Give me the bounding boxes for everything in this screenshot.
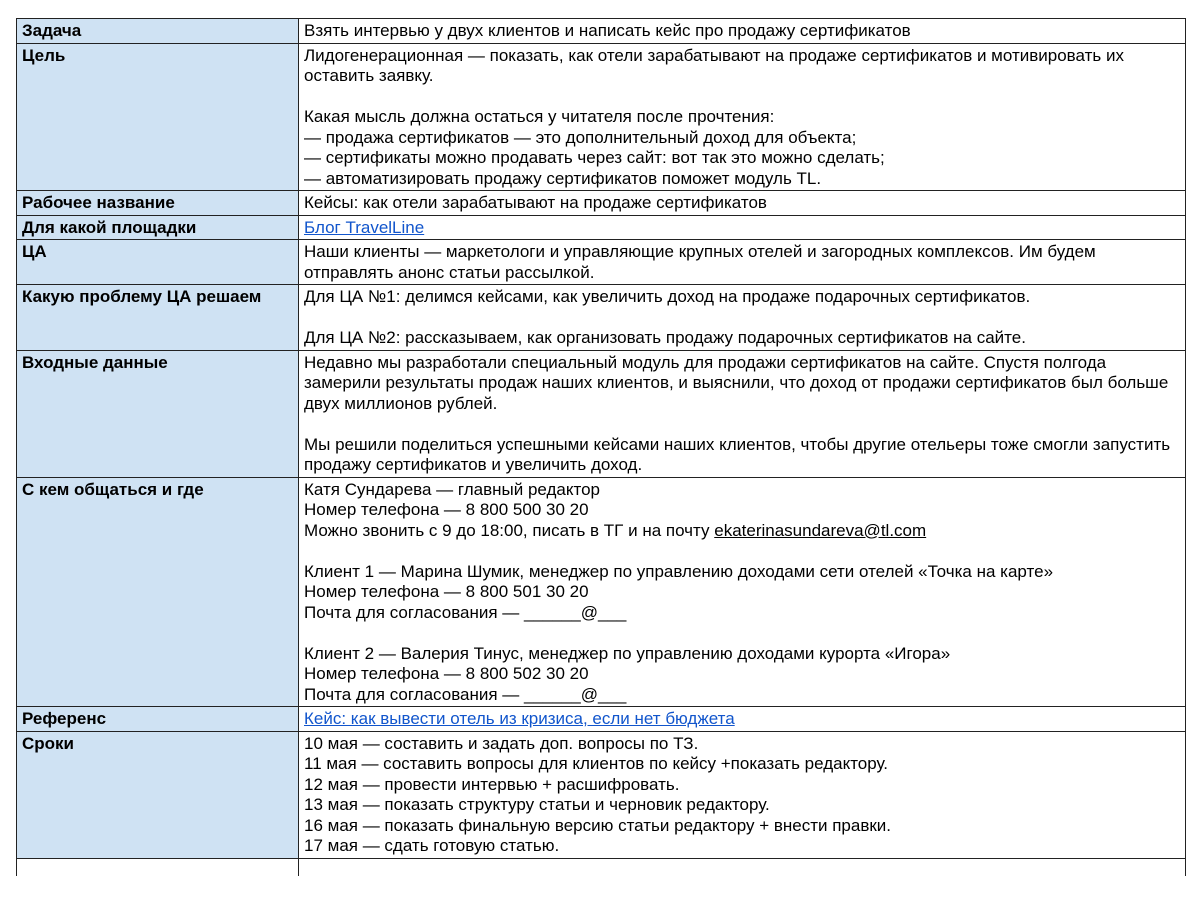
problem-cell[interactable] [299,285,1186,351]
editor-email-link[interactable]: ekaterinasundareva@tl.com [714,520,927,540]
audience-text[interactable]: Наши клиенты — маркетологи и управляющие крупных отелей и загородных комплексов. Им будем отправлять анонс статьи рассылкой. [299,240,1186,285]
client1-name: Клиент 1 — Марина Шумик, менеджер по управлению доходами сети отелей «Точка на карте» [304,561,1054,581]
row-label: С кем общаться и где [17,477,299,707]
row-problem [17,285,1186,351]
empty-cell[interactable] [17,858,299,876]
task-text[interactable]: Взять интервью у двух клиентов и написать кейс про продажу сертификатов [299,19,1186,44]
deadlines-cell[interactable] [299,731,1186,858]
spacer [304,623,1180,644]
row-label: Входные данные [17,350,299,477]
client1-email: Почта для согласования — ______@___ [304,602,627,622]
problem-audience-1: Для ЦА №1: делимся кейсами, как увеличить доход на продаже подарочных сертификатов. [304,287,1031,306]
spacer [304,308,1180,329]
problem-audience-2: Для ЦА №2: рассказываем, как организовать продажу подарочных сертификатов на сайте. [304,328,1026,347]
spacer [304,541,1180,562]
editor-phone: Номер телефона — 8 800 500 30 20 [304,500,589,519]
goal-intro: Какая мысль должна остаться у читателя после прочтения: [304,107,775,126]
editor-hours-line [304,521,1180,542]
row-label: Сроки [17,731,299,858]
brief-table [16,18,1186,876]
row-audience [17,240,1186,285]
goal-bullet: — автоматизировать продажу сертификатов поможет модуль TL. [304,168,822,188]
row-deadlines [17,731,1186,858]
input-paragraph: Мы решили поделиться успешными кейсами наших клиентов, чтобы другие отельеры тоже смогли запустить продажу сертификатов и увеличить доход. [304,434,1175,474]
goal-cell[interactable] [299,43,1186,191]
client1-phone: Номер телефона — 8 800 501 30 20 [304,582,589,601]
deadline-item: 10 мая — составить и задать доп. вопросы по ТЗ. [304,733,699,753]
editor-hours: Можно звонить с 9 до 18:00, писать в ТГ и на почту [304,520,715,540]
platform-link[interactable]: Блог TravelLine [304,217,425,237]
editor-name: Катя Сундарева — главный редактор [304,479,600,499]
row-goal [17,43,1186,191]
row-reference [17,707,1186,732]
client2-name: Клиент 2 — Валерия Тинус, менеджер по управлению доходами курорта «Игора» [304,643,951,663]
client2-email: Почта для согласования — ______@___ [304,684,627,704]
deadline-item: 12 мая — провести интервью + расшифровать. [304,774,680,794]
row-label: Для какой площадки [17,215,299,240]
working-title-text[interactable]: Кейсы: как отели зарабатывают на продаже сертификатов [299,191,1186,216]
empty-row [17,858,1186,876]
row-label: Цель [17,43,299,191]
goal-paragraph: Лидогенерационная — показать, как отели зарабатывают на продаже сертификатов и мотивировать их оставить заявку. [304,45,1129,85]
goal-bullet: — продажа сертификатов — это дополнительный доход для объекта; [304,127,857,147]
client2-phone: Номер телефона — 8 800 502 30 20 [304,664,589,683]
row-platform [17,215,1186,240]
row-working-title [17,191,1186,216]
row-input [17,350,1186,477]
reference-cell[interactable] [299,707,1186,732]
empty-cell[interactable] [299,858,1186,876]
row-label: ЦА [17,240,299,285]
contacts-cell[interactable] [299,477,1186,707]
row-label: Рабочее название [17,191,299,216]
platform-cell[interactable] [299,215,1186,240]
row-label: Какую проблему ЦА решаем [17,285,299,351]
row-task [17,19,1186,44]
deadline-item: 13 мая — показать структуру статьи и черновик редактору. [304,795,770,814]
input-paragraph: Недавно мы разработали специальный модуль для продажи сертификатов на сайте. Спустя полгода замерили результаты продаж наших клиентов, и выяснили, что доход от продажи сертификатов был больше двух миллионов рублей. [304,352,1174,413]
reference-link[interactable]: Кейс: как вывести отель из кризиса, если нет бюджета [304,709,735,728]
deadline-item: 16 мая — показать финальную версию статьи редактору + внести правки. [304,815,892,835]
spacer [304,414,1180,435]
row-contacts [17,477,1186,707]
deadline-item: 11 мая — составить вопросы для клиентов по кейсу +показать редактору. [304,754,889,773]
row-label: Задача [17,19,299,44]
goal-bullet: — сертификаты можно продавать через сайт: вот так это можно сделать; [304,148,885,167]
deadline-item: 17 мая — сдать готовую статью. [304,836,560,855]
row-label: Референс [17,707,299,732]
spacer [304,87,1180,108]
input-cell[interactable] [299,350,1186,477]
